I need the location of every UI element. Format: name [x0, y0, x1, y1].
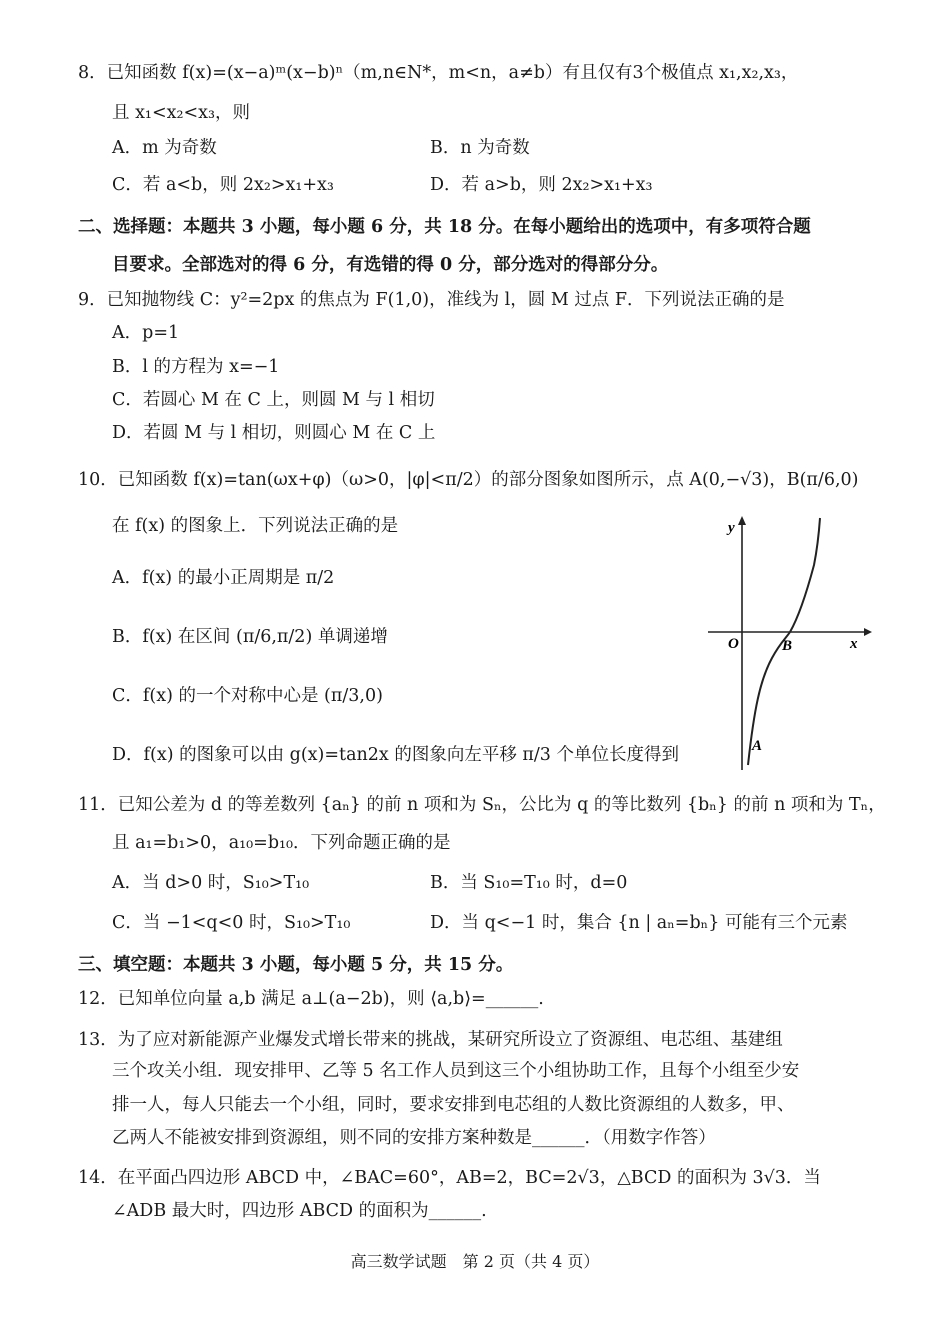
q13-line4: 乙两人不能被安排到资源组，则不同的安排方案种数是______．（用数字作答）	[112, 1128, 716, 1148]
q10-stem-line2: 在 f(x) 的图象上．下列说法正确的是	[112, 516, 399, 536]
q8-option-b: B．n 为奇数	[430, 138, 530, 158]
point-b-label: B	[782, 638, 793, 654]
q11-option-a: A．当 d>0 时，S₁₀>T₁₀	[112, 873, 310, 893]
q11-stem-line1: 11．已知公差为 d 的等差数列 {aₙ} 的前 n 项和为 Sₙ，公比为 q 的等比数列 {bₙ} 的前 n 项和为 Tₙ，	[78, 795, 886, 815]
q13-line2: 三个攻关小组．现安排甲、乙等 5 名工作人员到这三个小组协助工作，且每个小组至少安	[112, 1061, 800, 1081]
q10-option-d: D．f(x) 的图象可以由 g(x)=tan2x 的图象向左平移 π/3 个单位长度得到	[112, 745, 680, 765]
q8-option-c: C．若 a<b，则 2x₂>x₁+x₃	[112, 175, 334, 195]
q10-option-a: A．f(x) 的最小正周期是 π/2	[112, 568, 335, 588]
q11-option-c: C．当 −1<q<0 时，S₁₀>T₁₀	[112, 913, 351, 933]
q14-line1: 14．在平面凸四边形 ABCD 中，∠BAC=60°，AB=2，BC=2√3，△BCD 的面积为 3√3．当	[78, 1168, 821, 1188]
q8-stem-line2: 且 x₁<x₂<x₃，则	[112, 103, 251, 123]
q13-line1: 13．为了应对新能源产业爆发式增长带来的挑战，某研究所设立了资源组、电芯组、基建组	[78, 1030, 783, 1050]
q11-option-b: B．当 S₁₀=T₁₀ 时，d=0	[430, 873, 628, 893]
q13-line3: 排一人，每人只能去一个小组，同时，要求安排到电芯组的人数比资源组的人数多，甲、	[112, 1095, 795, 1115]
y-axis-arrow-icon	[738, 516, 746, 525]
q10-option-c: C．f(x) 的一个对称中心是 (π/3,0)	[112, 686, 383, 706]
point-a-label: A	[752, 738, 763, 754]
q14-line2: ∠ADB 最大时，四边形 ABCD 的面积为______.	[112, 1201, 487, 1221]
q9-stem: 9．已知抛物线 C：y²=2px 的焦点为 F(1,0)，准线为 l，圆 M 过点 F．下列说法正确的是	[78, 290, 785, 310]
tangent-graph	[700, 510, 880, 780]
q9-option-c: C．若圆心 M 在 C 上，则圆 M 与 l 相切	[112, 390, 435, 410]
q9-option-d: D．若圆 M 与 l 相切，则圆心 M 在 C 上	[112, 423, 436, 443]
q8-option-a: A．m 为奇数	[112, 138, 217, 158]
q10-option-b: B．f(x) 在区间 (π/6,π/2) 单调递增	[112, 627, 388, 647]
section2-heading-line2: 目要求。全部选对的得 6 分，有选错的得 0 分，部分选对的得部分分。	[112, 255, 669, 275]
section2-heading-line1: 二、选择题：本题共 3 小题，每小题 6 分，共 18 分。在每小题给出的选项中，有多项符合题	[78, 217, 811, 237]
y-axis-label: y	[728, 520, 735, 536]
q8-stem-line1: 8．已知函数 f(x)=(x−a)ᵐ(x−b)ⁿ（m,n∈N*，m<n，a≠b）有且仅有3个极值点 x₁,x₂,x₃，	[78, 63, 799, 83]
q11-option-d: D．当 q<−1 时，集合 {n | aₙ=bₙ} 可能有三个元素	[430, 913, 848, 933]
origin-label: O	[728, 636, 739, 652]
q12-line: 12．已知单位向量 a,b 满足 a⊥(a−2b)，则 ⟨a,b⟩=______.	[78, 989, 544, 1009]
q8-option-d: D．若 a>b，则 2x₂>x₁+x₃	[430, 175, 653, 195]
page-footer: 高三数学试题 第 2 页（共 4 页）	[350, 1252, 600, 1271]
q10-stem-line1: 10．已知函数 f(x)=tan(ωx+φ)（ω>0，|φ|<π/2）的部分图象如图所示，点 A(0,−√3)，B(π/6,0)	[78, 470, 859, 490]
q9-option-b: B．l 的方程为 x=−1	[112, 357, 280, 377]
q9-option-a: A．p=1	[112, 323, 180, 343]
q11-stem-line2: 且 a₁=b₁>0，a₁₀=b₁₀．下列命题正确的是	[112, 833, 451, 853]
x-axis-label: x	[850, 636, 858, 652]
x-axis-arrow-icon	[864, 628, 872, 636]
section3-heading: 三、填空题：本题共 3 小题，每小题 5 分，共 15 分。	[78, 955, 514, 975]
